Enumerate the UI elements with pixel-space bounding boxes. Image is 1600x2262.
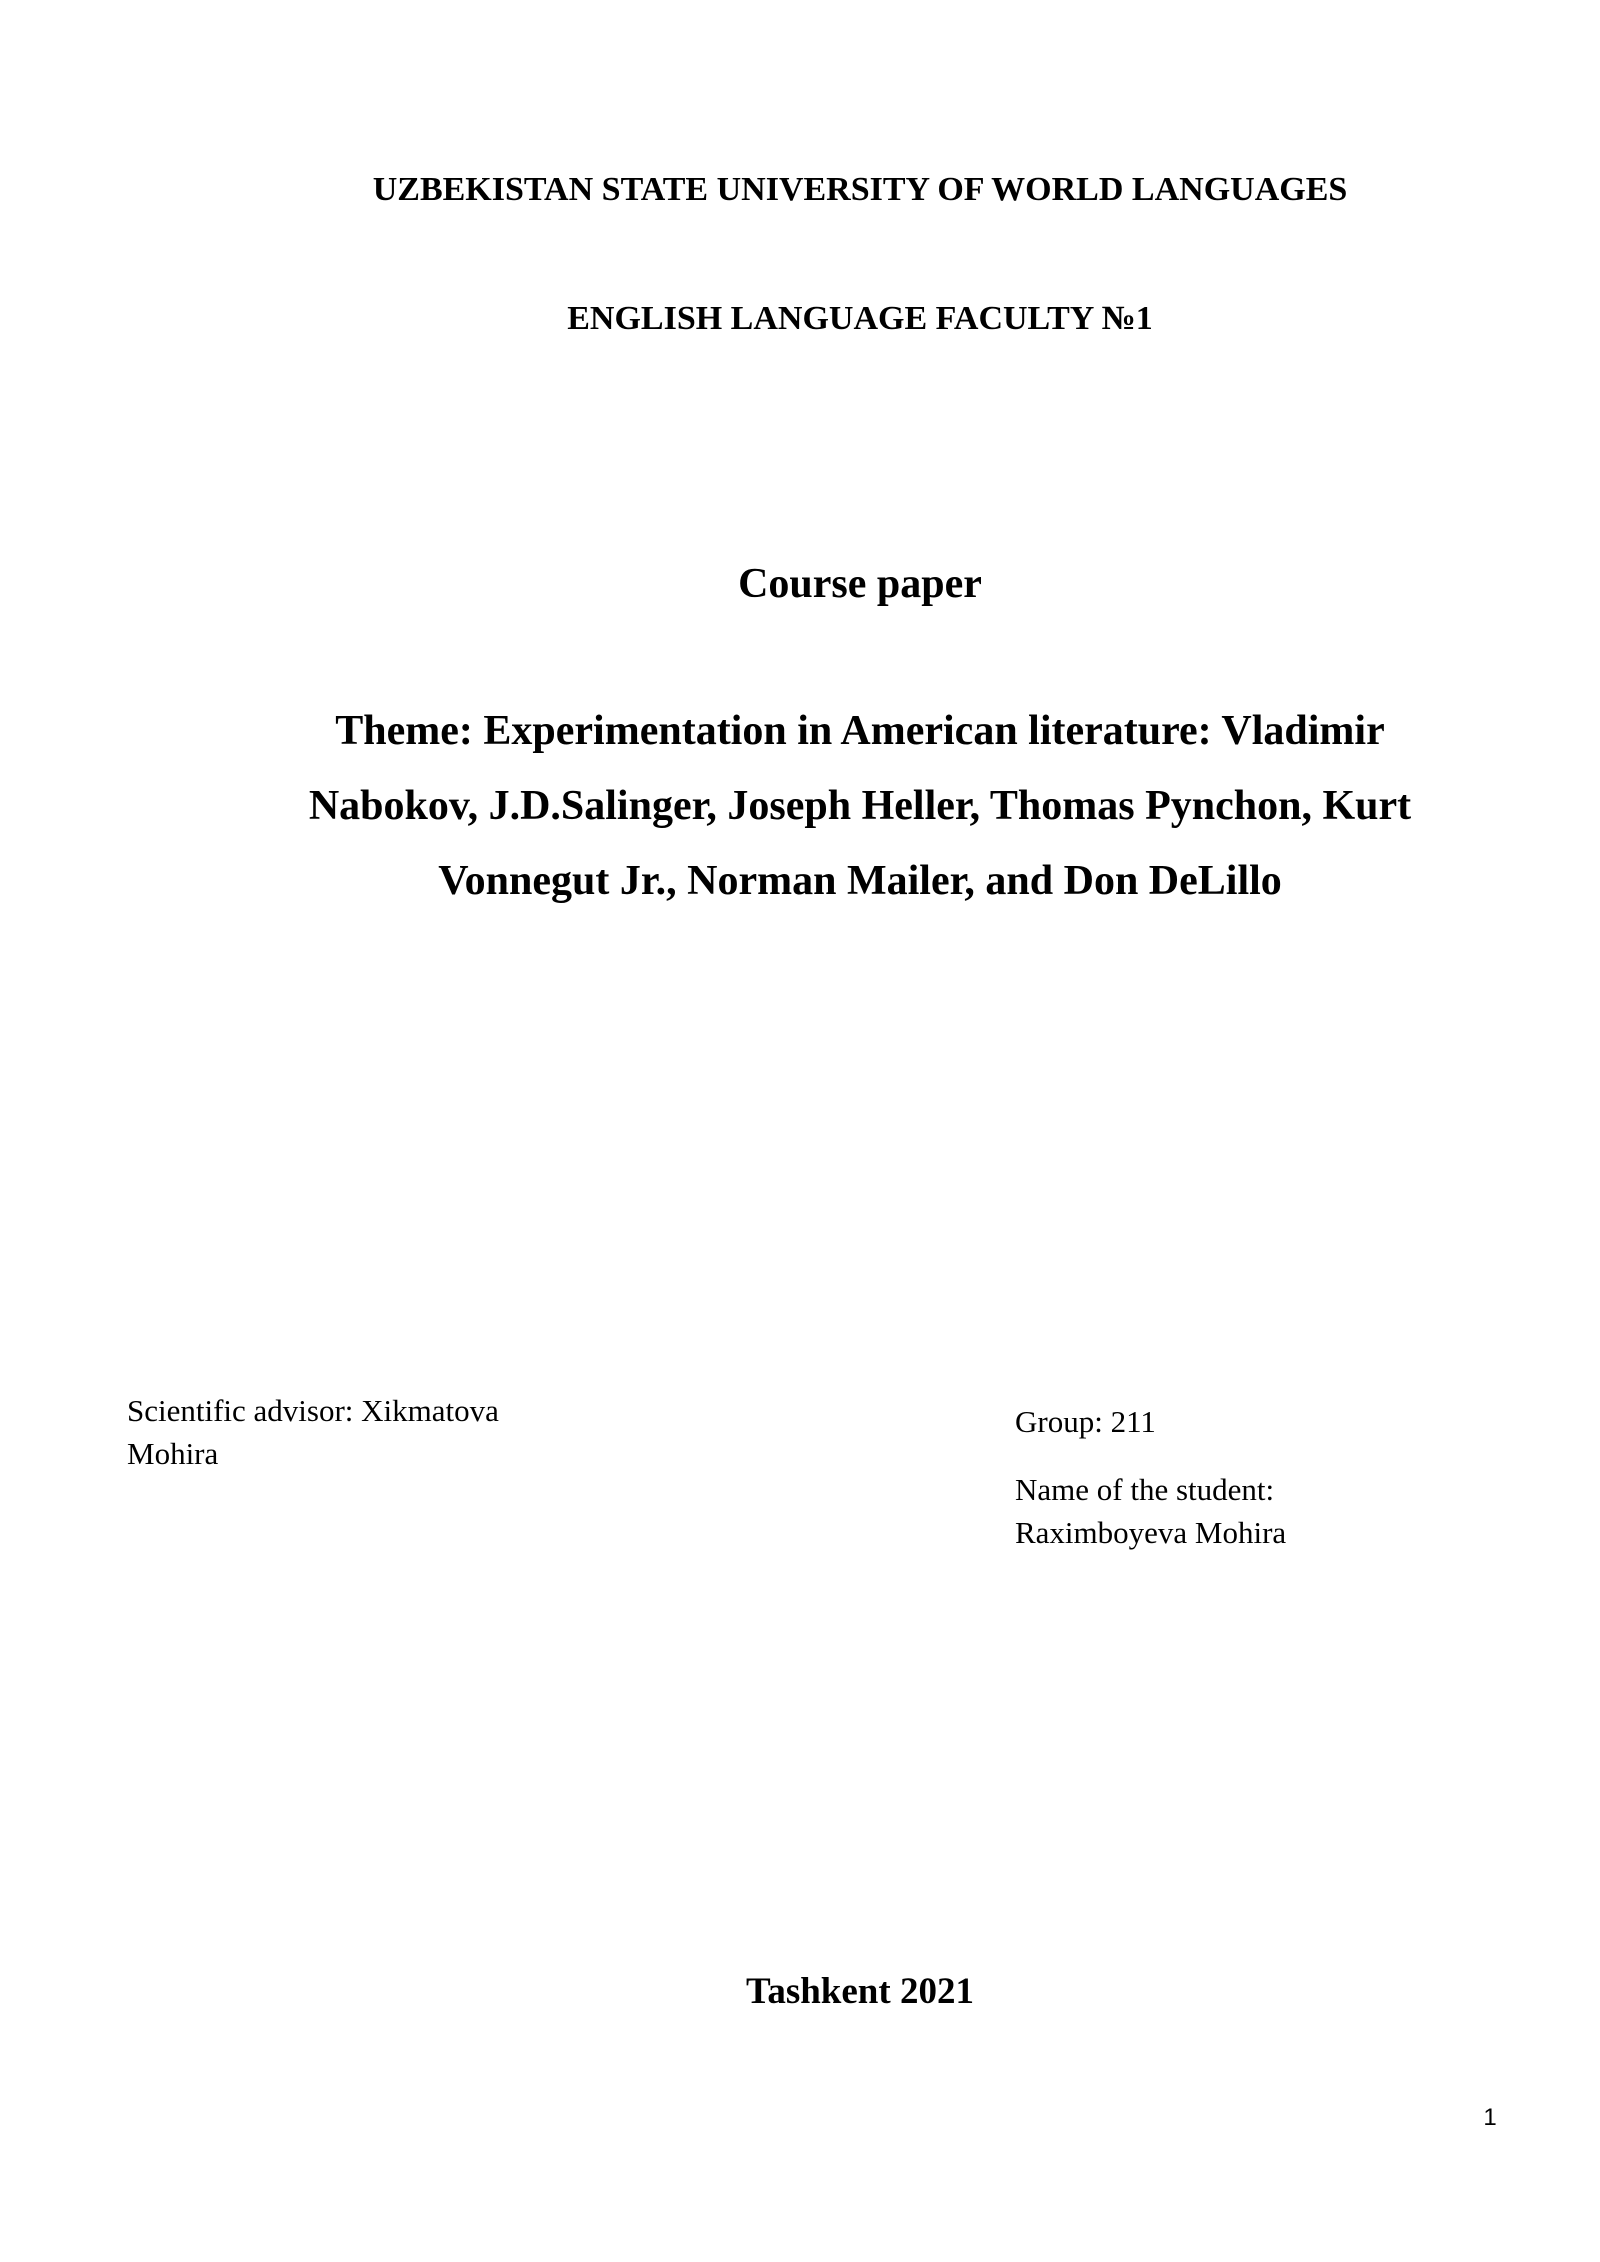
student-name: Name of the student: Raximboyeva Mohira (1015, 1472, 1287, 1550)
document-type: Course paper (738, 561, 982, 607)
page-number: 1 (1483, 2104, 1497, 2131)
student-group: Group: 211 (1015, 1404, 1156, 1439)
city-and-year: Tashkent 2021 (746, 1971, 974, 2012)
faculty-name: ENGLISH LANGUAGE FACULTY №1 (567, 300, 1153, 337)
scientific-advisor: Scientific advisor: Xikmatova Mohira (127, 1393, 499, 1471)
theme-title: Theme: Experimentation in American literature: Vladimir Nabokov, J.D.Salinger, Joseph Heller, Thomas Pynchon, Kurt Vonnegut Jr., Norman Mailer, and Don DeLillo (308, 708, 1412, 904)
student-info (1015, 1400, 1435, 1554)
university-name: UZBEKISTAN STATE UNIVERSITY OF WORLD LANGUAGES (372, 171, 1348, 208)
